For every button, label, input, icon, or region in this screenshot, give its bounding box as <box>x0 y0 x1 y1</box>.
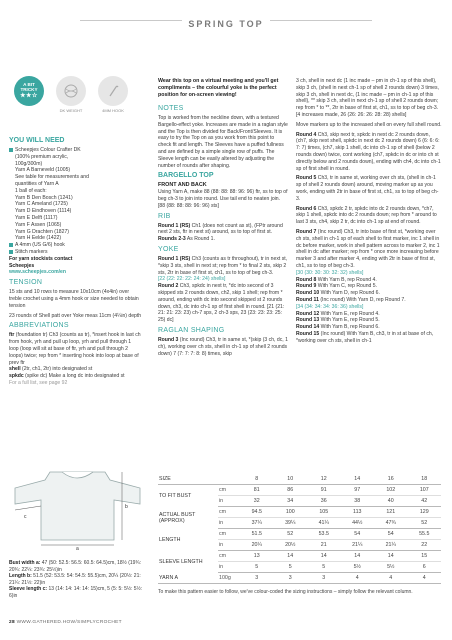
table-unit: cm <box>218 529 240 540</box>
table-cell: 20½ <box>274 540 308 551</box>
table-cell: 4 <box>341 573 375 584</box>
table-row <box>158 551 441 562</box>
table-cell: 107 <box>408 485 442 496</box>
left-column <box>9 137 142 387</box>
star-icon: ★★☆ <box>20 93 38 100</box>
table-unit: 100g <box>218 573 240 584</box>
table-cell: 55.5 <box>408 529 442 540</box>
abbrev-item: ftr (foundation tr) Ch3 (counts as tr), *insert hook in last ch from hook, yrh and pull up loop, yrh and pull through 1 loop (loop will sit at base of ftr, yrh and pull through 2 loops) twice; rep from * inserting hook into loop at base of prev ftr <box>9 332 141 366</box>
table-cell: 3 <box>307 573 341 584</box>
table-cell: 3 <box>240 573 274 584</box>
table-note: To make this pattern easier to follow, we've colour-coded the sizing instructions – simply follow the relevant column. <box>158 589 413 595</box>
table-cell: 113 <box>341 507 375 518</box>
table-cell: 21¼ <box>341 540 375 551</box>
tension-title: TENSION <box>9 279 43 287</box>
diagram-label-b: b <box>125 504 128 510</box>
you-will-need-title: YOU WILL NEED <box>9 137 65 144</box>
table-cell: 121 <box>374 507 408 518</box>
table-cell: 21¼ <box>374 540 408 551</box>
notes-text: Top is worked from the neckline down, with a textured Bargello-effect yoke. Increases are made in a raglan style and the Top is then divided for Back/Front/Sleeves. It is easy to try the Top on as you work from this point to check fit and length. The Sleeves have a puffed fullness and are defined by a simple single row of puffs. The Sleeve length can be easily altered by adjusting the number of rounds after shaping. <box>158 115 288 169</box>
table-cell: 5½ <box>341 562 375 573</box>
size-table-body <box>158 485 441 584</box>
skill-badge-wrap <box>14 76 44 113</box>
table-cell: 15 <box>408 551 442 562</box>
bullet-icon <box>9 243 13 247</box>
round-line: Round 8 With Yarn B, rep Round 4. <box>296 276 377 283</box>
table-cell: 53.5 <box>307 529 341 540</box>
table-unit: in <box>218 496 240 507</box>
measure-line-c <box>15 506 41 510</box>
tension-text: 15 sts and 10 rows to measure 10x10cm (4x4in) over treble crochet using a 4mm hook or size needed to obtain tension <box>9 289 139 309</box>
table-cell: 5 <box>274 562 308 573</box>
full-list-link[interactable]: For a full list, see page 92 <box>9 379 68 386</box>
table-cell: 129 <box>408 507 442 518</box>
diagram-label-c: c <box>24 514 27 520</box>
hook-label: 4MM HOOK <box>102 108 124 113</box>
skill-line2: TRICKY <box>20 86 38 92</box>
table-cell: 42 <box>408 496 442 507</box>
table-cell: 100 <box>274 507 308 518</box>
table-cell: 94.5 <box>240 507 274 518</box>
size-header-row: SIZE 8 10 12 14 16 18 <box>158 474 441 485</box>
abbrev-item: shell (2tr, ch1, 2tr) into designated st <box>9 366 93 373</box>
table-cell: 40 <box>374 496 408 507</box>
table-cell: 41¼ <box>307 518 341 529</box>
skill-line1: A BIT <box>23 81 35 87</box>
round-line: Round 13 With Yarn E, rep Round 5. <box>296 317 380 324</box>
table-cell: 4 <box>374 573 408 584</box>
round-line: Round 12 With Yarn E, rep Round 4. <box>296 310 380 317</box>
table-cell: 34 <box>274 496 308 507</box>
bullet-icon <box>9 250 13 254</box>
table-row <box>158 485 441 496</box>
table-cell: 52 <box>408 518 442 529</box>
abbrev-item: spkdc (spike dc) Make a long dc into designated st <box>9 373 125 380</box>
size-table-wrap <box>158 474 441 595</box>
table-cell: 97 <box>341 485 375 496</box>
table-unit: in <box>218 518 240 529</box>
page-title: SPRING TOP <box>182 19 269 29</box>
round-line: Round 9 With Yarn C, rep Round 5. <box>296 283 378 290</box>
bargello-title: BARGELLO TOP <box>158 172 214 180</box>
front-back-heading: FRONT AND BACK <box>158 182 207 189</box>
raglan-title: RAGLAN SHAPING <box>158 326 225 334</box>
table-cell: 81 <box>240 485 274 496</box>
rib-title: RIB <box>158 212 171 220</box>
table-unit: cm <box>218 485 240 496</box>
top-schematic-diagram <box>10 470 145 550</box>
table-row-label: SLEEVE LENGTH <box>159 558 203 565</box>
table-unit: cm <box>218 551 240 562</box>
hook-icon <box>98 76 128 106</box>
table-cell: 5 <box>307 562 341 573</box>
table-row <box>158 529 441 540</box>
table-cell: 44½ <box>341 518 375 529</box>
skill-badge <box>14 76 44 106</box>
table-row <box>158 507 441 518</box>
table-row <box>158 573 441 584</box>
table-cell: 14 <box>374 551 408 562</box>
table-cell: 13 <box>240 551 274 562</box>
intro-text: Wear this top on a virtual meeting and you'll get compliments – the colourful yoke is the perfect position for on-screen viewing! <box>158 78 279 98</box>
table-cell: 38 <box>341 496 375 507</box>
table-cell: 5½ <box>374 562 408 573</box>
table-cell: 14 <box>307 551 341 562</box>
round-line: Round 11 (Inc round) With Yarn D, rep Round 7. <box>296 296 406 303</box>
table-unit: cm <box>218 507 240 518</box>
garment-outline <box>15 472 140 540</box>
right-column: 3 ch, shell in next dc (1 inc made – pm in ch-1 sp of this shell), skip 3 ch, (shell in next ch-1 sp of shell 2 rounds down) 3 times, skip 3 ch, shell in next dc, (1 inc made – pm in ch-1 sp of this shell), ** skip 3 ch, shell in next ch-1 sp of shell 2 rounds down; rep from * to **, 2tr in base of first st, ch1, ss to top of beg ch-3. [4 increases made, 26 (26: 26: 26: 28: 28) shells] Move markers up to the increased shell on every full shell round. Round 4 Ch3, skip next tr, spkdc in next dc 2 rounds down, (ch7, skip next shell, spkdc in next dc 2 rounds down) 6 (6: 6: 6: 7: 7) times, (ch7, skip 1 shell, dc into ch-1 sp of shell (below 2 rounds down) twice, cont working (ch7, spkdc in dc or into ch st directly below and 2 rounds down), ending with ch4, dc into ch-1 sp of first shell in round. Round 5 Ch3, tr in same st, working over ch sts, (shell in ch-1 sp of shell 2 rounds down) around, moving marker up as you work, ending with 2tr in base of first st, ch1, ss to top of beg ch-3. Round 6 Ch3, spkdc 2 tr, spkdc into dc 2 rounds down, *ch7, skip 1 shell, spkdc into dc 2 rounds down; rep from * around to last 3 sts, ch4, skip 2 tr, dc into ch-1 sp at end of round. Round 7 (Inc round) Ch3, tr into base of first st, *working over ch sts, shell in ch-1 sp of each shell to first marker, inc 1 shell in dc before marker, work in shell pattern across to marker 2, inc 1 shell in dc after marker; rep from * once more increasing before marker 3 and after marker 4, ending with 2tr in base of first st, ch1, ss to top of beg ch-3. [30 (30: 30: 30: 32: 32) shells] Round 8 With Yarn B, rep Round 4. Round 9 With Yarn C, rep Round 5. Round 10 With Yarn D, rep Round 6. Round 11 (Inc round) With Yarn D, rep Round 7. [34 (34: 34: 34: 36: 36) shells] Round 12 With Yarn E, rep Round 4. Round 13 With Yarn E, rep Round 5. Round 14 With Yarn B, rep Round 6. Round 15 (Inc round) With Yarn B, ch3, tr in st at base of ch, *working over ch sts, shell in ch-1 <box>296 78 442 344</box>
table-cell: 52 <box>274 529 308 540</box>
table-cell: 21 <box>307 540 341 551</box>
table-cell: 86 <box>274 485 308 496</box>
table-cell: 32 <box>240 496 274 507</box>
table-cell: 4 <box>408 573 442 584</box>
weight-label: DK WEIGHT <box>59 108 83 113</box>
notes-title: NOTES <box>158 105 184 112</box>
table-cell: 22 <box>408 540 442 551</box>
weight-badge-wrap <box>56 76 86 113</box>
table-row-label: TO FIT BUST <box>159 492 192 499</box>
table-cell: 105 <box>307 507 341 518</box>
hook-badge-wrap <box>98 76 128 113</box>
size-table <box>158 474 441 584</box>
table-unit: in <box>218 562 240 573</box>
table-cell: 3 <box>274 573 308 584</box>
footer-site: WWW.GATHERED.HOW/SIMPLYCROCHET <box>16 620 122 625</box>
tension-text-2: 23 rounds of Shell patt over Yoke meas 11cm (4¼in) depth <box>9 312 142 319</box>
table-cell: 51.5 <box>240 529 274 540</box>
table-cell: 39¼ <box>274 518 308 529</box>
yarn-ball-icon <box>56 76 86 106</box>
table-cell: 47¾ <box>374 518 408 529</box>
stockist-link[interactable]: www.scheepjes.com/en <box>9 269 66 276</box>
badges <box>14 76 128 113</box>
abbreviations-title: ABBREVIATIONS <box>9 322 69 330</box>
yoke-title: YOKE <box>158 245 179 253</box>
table-cell: 36 <box>307 496 341 507</box>
round-line: Round 10 With Yarn D, rep Round 6. <box>296 290 380 297</box>
round-line: Round 14 With Yarn B, rep Round 6. <box>296 324 380 331</box>
table-cell: 6 <box>408 562 442 573</box>
table-row-label: ACTUAL BUST (APPROX) <box>159 511 196 524</box>
round-line: [34 (34: 34: 34: 36: 36) shells] <box>296 303 364 310</box>
materials-list: Scheepjes Colour Crafter DK (100% premium acrylic, 100g/300m) Yarn A Barneveld (1005) See table for measurements and quantities of Yarn A 1 ball of each: Yarn B Den Bosch (1241) Yarn C Ameland (1725) Yarn D Eindhoven (1114) Yarn E Delft (1117) Yarn F Assen (1065) Yarn G Drachten (1827) Yarn H Eelde (1422) A 4mm (US G/6) hook Stitch markers For yarn stockists contact Scheepjes www.scheepjes.com/en <box>9 147 142 276</box>
page-footer <box>9 620 122 625</box>
table-cell: 54 <box>341 529 375 540</box>
table-cell: 54 <box>374 529 408 540</box>
table-cell: 91 <box>307 485 341 496</box>
table-cell: 5 <box>240 562 274 573</box>
table-row-label: LENGTH <box>159 536 181 543</box>
table-cell: 102 <box>374 485 408 496</box>
front-back-text: Using Yarn A, make 88 (88: 88: 88: 96: 96) ftr, ss to top of beg ch-3 to join into round. Use tail end to neaten join. [88 (88: 88: 88: 96: 96) sts] <box>158 189 288 209</box>
diagram-label-a: a <box>76 546 79 550</box>
page-header <box>0 6 452 29</box>
table-cell: 20¼ <box>240 540 274 551</box>
middle-column: Wear this top on a virtual meeting and you'll get compliments – the colourful yoke is the perfect position for on-screen viewing! NOTES Top is worked from the neckline down, with a textured Bargello-effect yoke. Increases are made in a raglan style and the Top is then divided for Back/Front/Sleeves. It is easy to try the Top on as you work from this point to check fit and length. The Sleeves have a puffed fullness and are defined by a simple single row of puffs. The Sleeve length can be easily altered by adjusting the number of rounds after shaping. BARGELLO TOP FRONT AND BACK Using Yarn A, make 88 (88: 88: 88: 96: 96) ftr, ss to top of beg ch-3 to join into round. Use tail end to neaten join. [88 (88: 88: 88: 96: 96) sts] RIB Round 1 (RS) Ch1 (does not count as st), (FPtr around next 2 sts, ftr in next st) around, ss to top of first st. Rounds 2-3 As Round 1. YOKE Round 1 (RS) Ch3 (counts as tr throughout), tr in next st, *skip 3 sts, shell in next st; rep from * to final 2 sts, skip 2 sts, 2tr in base of first st, ch1, ss to top of beg ch-3. [22 (22: 22: 22: 24: 24) shells] Round 2 Ch3, spkdc in next tr, *dc into second of 3 skipped sts 2 rounds down, ch2, skip 1 shell; rep from * around, ending with dc into second skipped st 2 rounds down, ch3, dc into ch-1 sp of first shell in round. [21 (21: 21: 21: 23: 23) ch-7 sps, 2 ch-3 sps, 23 (23: 23: 23: 25: 25) dc] RAGLAN SHAPING Round 3 (Inc round) Ch3, tr in same st, *(skip (3 ch, dc, 1 ch), working over ch sts, shell in ch-1 sp of shell 2 rounds down) 7 (7: 7: 7: 8: 8) times, skip <box>158 78 288 357</box>
table-cell: 14 <box>341 551 375 562</box>
table-row-label: YARN A <box>158 573 218 584</box>
measurements: Bust width a: 47 (50: 52.5: 56.5: 60.5: 64.5)cm, 18½ (19¾: 20¾: 22¼: 23¾: 25½)in Length b: 51.5 (52: 53.5: 54: 54.5: 55.5)cm, 20¼ (20½: 21: 21¼: 21½: 22)in Sleeve length c: 13 (14: 14: 14: 14: 15)cm, 5 (5: 5: 5½: 5½: 6)in <box>9 560 143 599</box>
bullet-icon <box>9 148 13 152</box>
round-line: Round 15 (Inc round) With Yarn B, ch3, tr in st at base of ch, *working over ch sts, shell in ch-1 <box>296 330 434 344</box>
table-cell: 14 <box>274 551 308 562</box>
table-cell: 37¼ <box>240 518 274 529</box>
table-unit: in <box>218 540 240 551</box>
page-number: 28 <box>9 620 15 625</box>
